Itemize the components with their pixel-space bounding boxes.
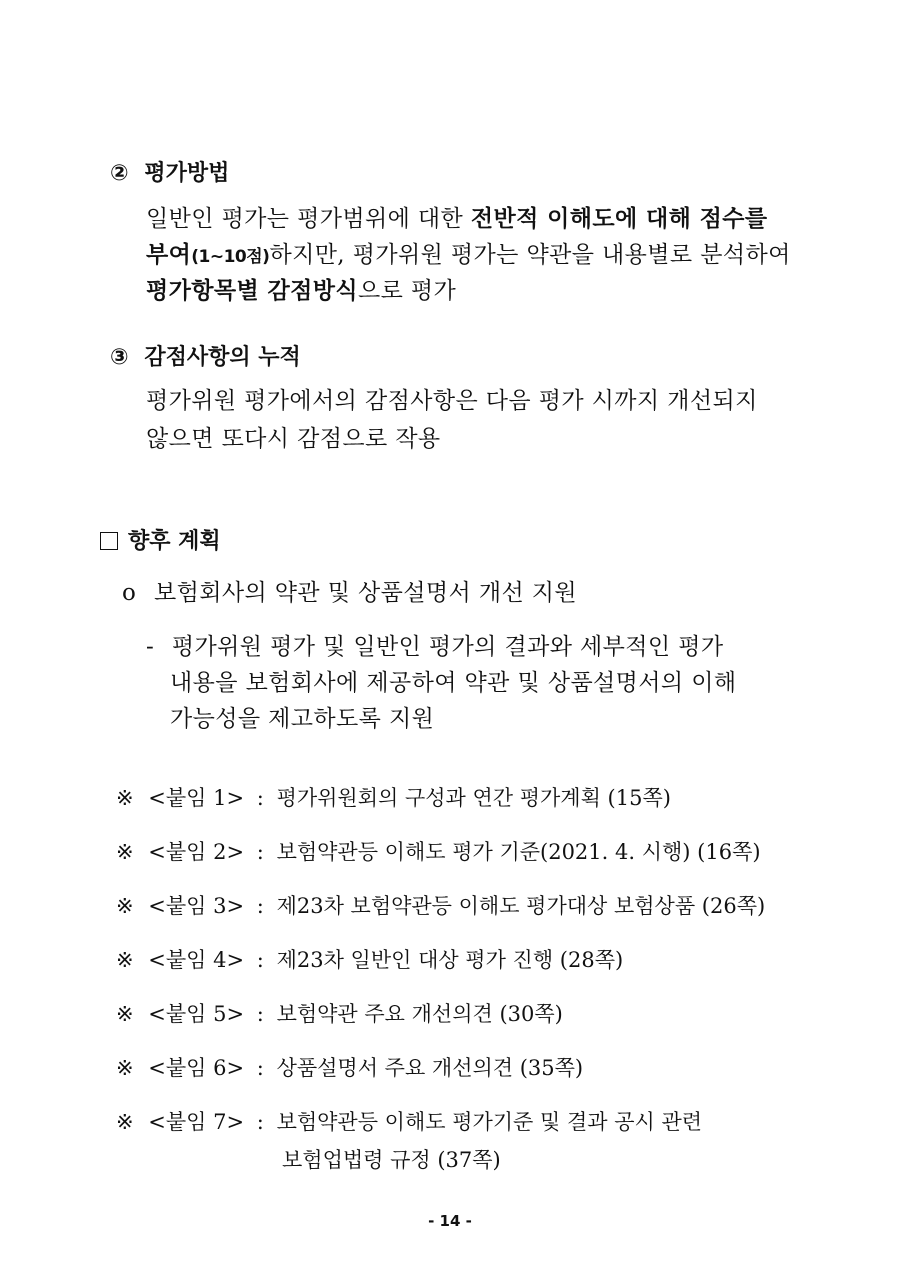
attachment-separator: :: [256, 840, 264, 864]
attachment-label: <붙임 4>: [148, 948, 245, 972]
reference-mark-icon: ※: [116, 894, 134, 918]
reference-mark-icon: ※: [116, 1056, 134, 1080]
attachment-item: [116, 998, 563, 1028]
attachment-label: <붙임 1>: [148, 786, 245, 810]
dash-line-3: 가능성을 제고하도록 지원: [170, 706, 435, 732]
section-2-marker: ②: [110, 161, 129, 186]
attachment-label: <붙임 6>: [148, 1056, 245, 1080]
attachment-separator: :: [256, 1002, 264, 1026]
future-bullet: [122, 574, 577, 607]
bullet-text: 보험회사의 약관 및 상품설명서 개선 지원: [153, 580, 578, 606]
section-2-line-2-text: 하지만, 평가위원 평가는 약관을 내용별로 분석하여: [269, 242, 791, 268]
attachment-item: [116, 944, 623, 974]
attachment-item: [116, 1052, 583, 1082]
section-3-marker: ③: [110, 345, 129, 370]
section-3-title: 감점사항의 누적: [144, 345, 301, 370]
attachment-label: <붙임 5>: [148, 1002, 245, 1026]
checkbox-square-icon: [100, 532, 118, 550]
section-3-line-2: 않으면 또다시 감점으로 작용: [146, 426, 441, 452]
section-2-title: 평가방법: [144, 161, 230, 186]
attachment-separator: :: [256, 1110, 264, 1134]
reference-mark-icon: ※: [116, 786, 134, 810]
section-3-heading: [110, 340, 301, 371]
section-2-line-1: [146, 200, 768, 233]
section-2-line-3: [146, 272, 456, 305]
attachment-separator: :: [256, 948, 264, 972]
reference-mark-icon: ※: [116, 1002, 134, 1026]
attachment-separator: :: [256, 1056, 264, 1080]
reference-mark-icon: ※: [116, 948, 134, 972]
attachment-separator: :: [256, 894, 264, 918]
reference-mark-icon: ※: [116, 1110, 134, 1134]
attachment-text: 제23차 보험약관등 이해도 평가대상 보험상품 (26쪽): [276, 894, 766, 918]
attachment-text: 보험약관등 이해도 평가 기준(2021. 4. 시행) (16쪽): [276, 840, 761, 864]
attachment-item: [116, 890, 765, 920]
attachment-text: 평가위원회의 구성과 연간 평가계획 (15쪽): [276, 786, 671, 810]
section-2-line-2: [146, 236, 791, 269]
attachment-label: <붙임 7>: [148, 1110, 245, 1134]
attachment-text-continued: 보험업법령 규정 (37쪽): [282, 1148, 501, 1172]
dash-line-2: 내용을 보험회사에 제공하여 약관 및 상품설명서의 이해: [170, 670, 737, 696]
attachment-item: [116, 782, 671, 812]
section-3-line-1: 평가위원 평가에서의 감점사항은 다음 평가 시까지 개선되지: [146, 388, 758, 414]
dash-marker: -: [146, 634, 155, 660]
future-plan-heading: [100, 524, 221, 555]
attachment-text: 제23차 일반인 대상 평가 진행 (28쪽): [276, 948, 624, 972]
section-2-line-3-text: 으로 평가: [357, 278, 457, 304]
reference-mark-icon: ※: [116, 840, 134, 864]
section-2-line-1-text: 일반인 평가는 평가범위에 대한: [146, 206, 471, 232]
page-number: - 14 -: [428, 1212, 472, 1230]
attachment-item: [116, 1106, 702, 1136]
attachment-label: <붙임 3>: [148, 894, 245, 918]
attachment-text: 보험약관 주요 개선의견 (30쪽): [276, 1002, 563, 1026]
attachment-text: 보험약관등 이해도 평가기준 및 결과 공시 관련: [276, 1110, 703, 1134]
attachment-label: <붙임 2>: [148, 840, 245, 864]
bullet-marker: o: [122, 580, 137, 606]
section-2-score-range: (1~10점): [191, 247, 270, 267]
dash-line-1: 평가위원 평가 및 일반인 평가의 결과와 세부적인 평가: [171, 634, 724, 660]
section-2-line-2-bold: 부여: [146, 242, 192, 268]
attachment-text: 상품설명서 주요 개선의견 (35쪽): [276, 1056, 584, 1080]
section-2-heading: [110, 156, 229, 187]
section-2-line-1-bold: 전반적 이해도에 대해 점수를: [470, 206, 768, 232]
attachment-separator: :: [256, 786, 264, 810]
dash-item: [146, 628, 723, 661]
attachment-item: [116, 836, 761, 866]
future-plan-title: 향후 계획: [128, 529, 221, 554]
section-2-line-3-bold: 평가항목별 감점방식: [146, 278, 358, 304]
